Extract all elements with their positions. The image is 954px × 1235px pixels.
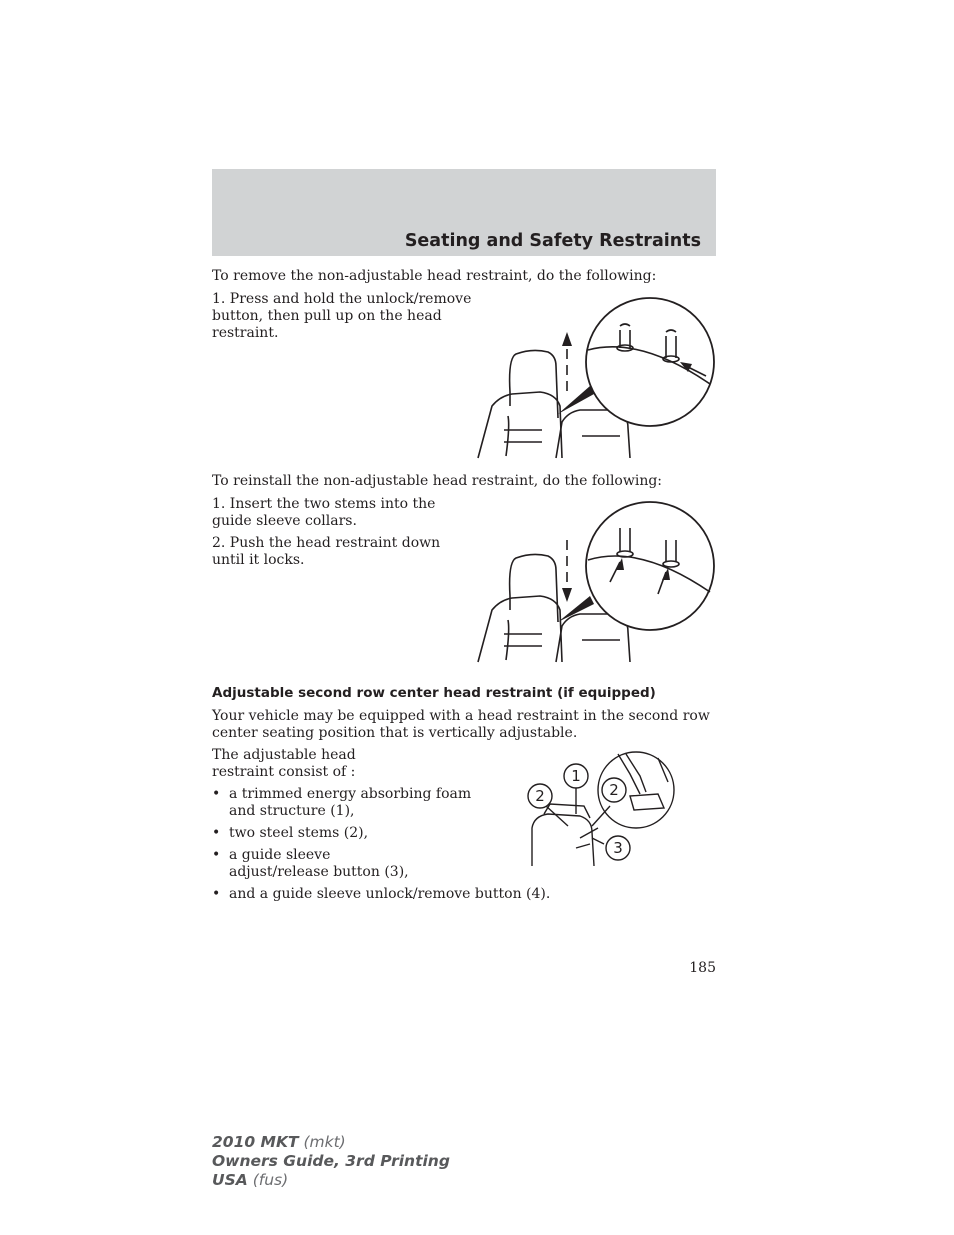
adjustable-consist: The adjustable head restraint consist of : <box>212 747 356 780</box>
reinstall-head-restraint-illustration <box>470 500 716 666</box>
callout-2b: 2 <box>609 781 619 799</box>
list-item <box>212 847 429 881</box>
list-item-text: two steel stems (2), <box>229 825 369 841</box>
section-title: Seating and Safety Restraints <box>404 231 701 251</box>
footer-line-2 <box>212 1152 450 1171</box>
section-header-band <box>212 169 716 256</box>
footer <box>212 1133 450 1190</box>
adjustable-heading: Adjustable second row center head restraint (if equipped) <box>212 685 656 701</box>
list-item-text: a guide sleeve adjust/release button (3), <box>229 847 409 880</box>
footer-model-code: (mkt) <box>303 1133 346 1151</box>
footer-region: USA <box>212 1171 248 1189</box>
reinstall-step-2: 2. Push the head restraint down until it locks. <box>212 535 441 568</box>
callout-2a: 2 <box>535 787 545 805</box>
list-item-text: and a guide sleeve unlock/remove button (4). <box>229 886 551 902</box>
footer-line-3 <box>212 1171 450 1190</box>
footer-line-1 <box>212 1133 450 1152</box>
reinstall-intro: To reinstall the non-adjustable head restraint, do the following: <box>212 473 663 489</box>
footer-guide: Owners Guide, 3rd Printing <box>212 1152 450 1170</box>
adjustable-head-restraint-illustration <box>518 748 680 870</box>
reinstall-step-1: 1. Insert the two stems into the guide sleeve collars. <box>212 496 436 529</box>
callout-1: 1 <box>571 767 581 785</box>
list-item <box>212 825 482 842</box>
bullet-glyph: • <box>212 786 221 802</box>
footer-model: 2010 MKT <box>212 1133 299 1151</box>
bullet-glyph: • <box>212 886 221 902</box>
list-item-text: a trimmed energy absorbing foam and structure (1), <box>229 786 472 819</box>
remove-head-restraint-illustration <box>470 296 716 462</box>
page-number: 185 <box>689 960 716 976</box>
callout-3: 3 <box>613 839 623 857</box>
bullet-glyph: • <box>212 847 221 863</box>
component-list <box>212 786 551 903</box>
adjustable-paragraph: Your vehicle may be equipped with a head restraint in the second row center seating position that is vertically adjustable. <box>212 708 710 741</box>
remove-step-1: 1. Press and hold the unlock/remove button, then pull up on the head restraint. <box>212 291 472 341</box>
remove-intro: To remove the non-adjustable head restraint, do the following: <box>212 268 657 284</box>
bullet-glyph: • <box>212 825 221 841</box>
list-item <box>212 886 733 903</box>
list-item <box>212 786 482 820</box>
footer-region-code: (fus) <box>252 1171 289 1189</box>
